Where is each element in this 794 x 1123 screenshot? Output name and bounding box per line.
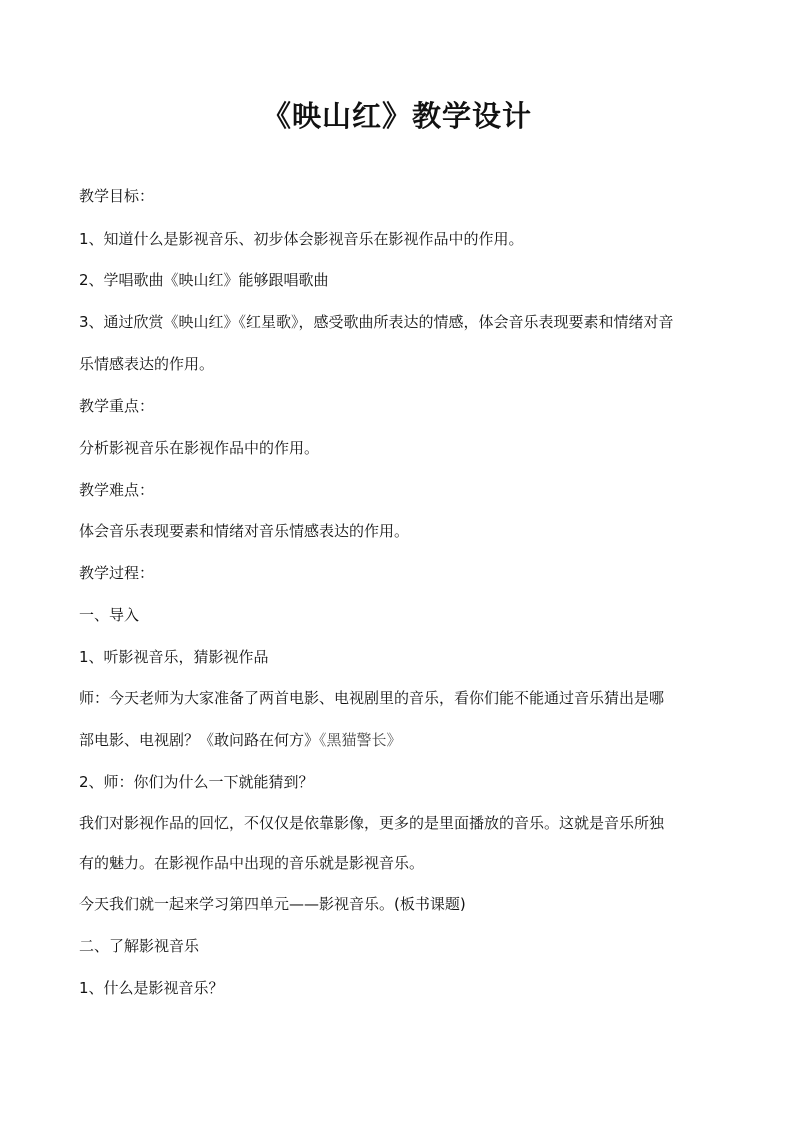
objective-3-continued: 乐情感表达的作用。 — [79, 355, 215, 373]
step-2-question: 2、师：你们为什么一下就能猜到？ — [79, 773, 314, 791]
film-title-black-cat: 《黑猫警长》 — [319, 731, 402, 749]
lesson-topic-line: 今天我们就一起来学习第四单元——影视音乐。(板书课题) — [79, 895, 466, 913]
step-heading-understand: 二、了解影视音乐 — [79, 937, 200, 955]
objective-1: 1、知道什么是影视音乐、初步体会影视音乐在影视作品中的作用。 — [79, 230, 524, 248]
document-title: 《映山红》教学设计 — [261, 99, 532, 133]
section-heading-key-points: 教学重点： — [79, 397, 155, 415]
section-heading-difficulties: 教学难点： — [79, 481, 155, 499]
step-1-title: 1、听影视音乐，猜影视作品 — [79, 648, 269, 666]
section-heading-objectives: 教学目标： — [79, 187, 155, 205]
question-what-is-film-music: 1、什么是影视音乐？ — [79, 979, 224, 997]
difficulty-text: 体会音乐表现要素和情绪对音乐情感表达的作用。 — [79, 522, 410, 540]
objective-3: 3、通过欣赏《映山红》《红星歌》，感受歌曲所表达的情感，体会音乐表现要素和情绪对音 — [79, 313, 674, 331]
key-point-text: 分析影视音乐在影视作品中的作用。 — [79, 439, 320, 457]
step-heading-intro: 一、导入 — [79, 606, 140, 624]
section-heading-process: 教学过程： — [79, 564, 155, 582]
speech-text: 部电影、电视剧？《敢问路在何方》 — [79, 731, 320, 749]
teacher-speech-1-continued — [79, 729, 402, 751]
teacher-speech-1: 师：今天老师为大家准备了两首电影、电视剧里的音乐，看你们能不能通过音乐猜出是哪 — [79, 689, 665, 707]
explanation-paragraph: 我们对影视作品的回忆，不仅仅是依靠影像，更多的是里面播放的音乐。这就是音乐所独 — [79, 814, 665, 832]
objective-2: 2、学唱歌曲《映山红》能够跟唱歌曲 — [79, 271, 329, 289]
explanation-paragraph-continued: 有的魅力。在影视作品中出现的音乐就是影视音乐。 — [79, 854, 425, 872]
